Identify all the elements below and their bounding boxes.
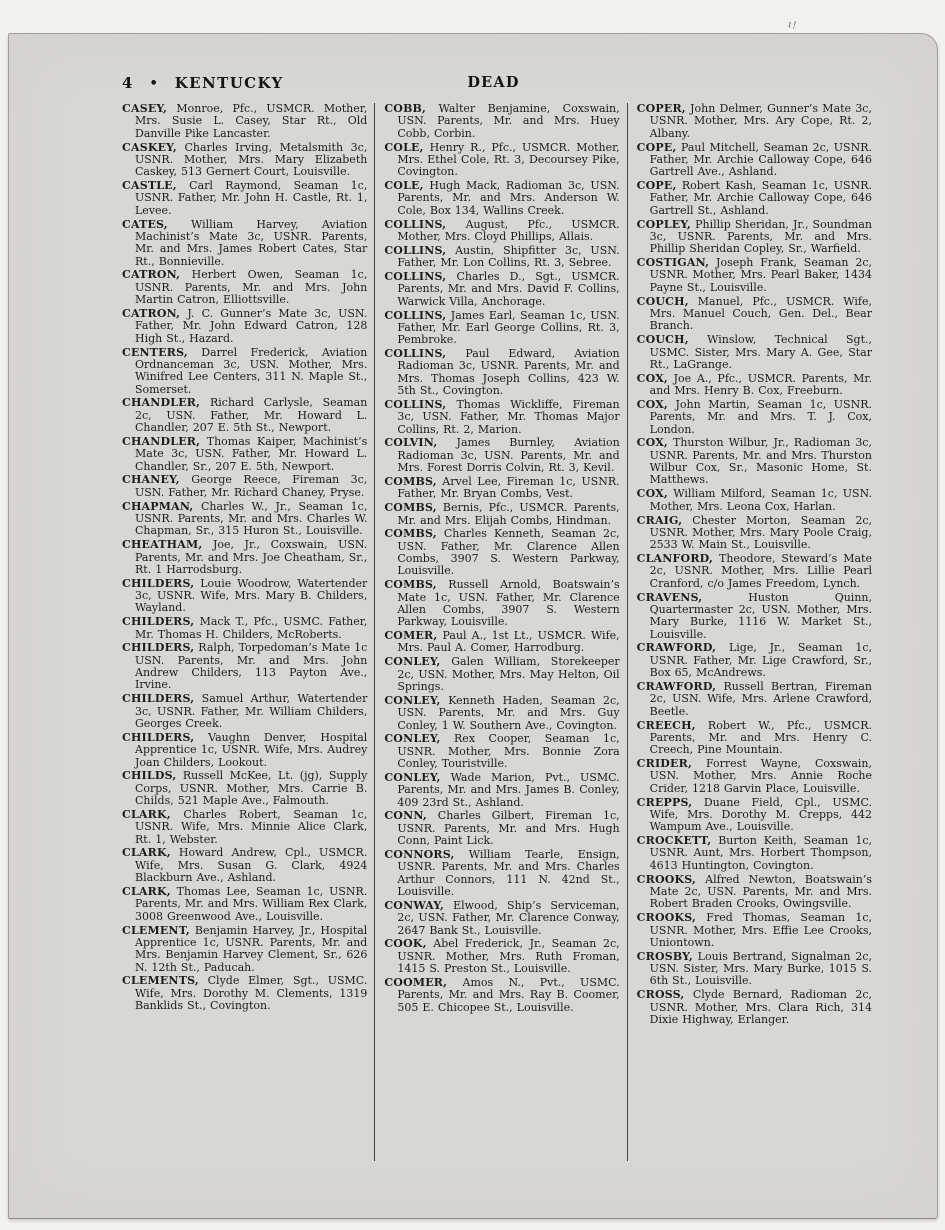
casualty-entry: [122, 770, 367, 807]
casualty-entry: [637, 951, 872, 988]
casualty-entry: [637, 758, 872, 795]
entry-surname: CROSBY,: [636, 949, 693, 963]
casualty-entry: [384, 810, 619, 847]
entry-surname: CREPPS,: [636, 795, 693, 809]
entry-text: Joseph Frank, Seaman 2c, USNR. Mother, Mrs. Pearl Baker, 1434 Payne St., Louisville.: [649, 256, 872, 294]
entry-text: Paul A., 1st Lt., USMCR. Wife, Mrs. Paul A. Comer, Harrodburg.: [397, 629, 620, 655]
entry-surname: CASKEY,: [122, 140, 177, 154]
casualty-entry: [384, 849, 619, 898]
entry-text: Louie Woodrow, Watertender 3c, USNR. Wife, Mrs. Mary B. Childers, Wayland.: [135, 576, 368, 615]
casualty-entry: [122, 436, 367, 473]
entry-surname: CROOKS,: [636, 911, 697, 925]
entry-text: Arvel Lee, Fireman 1c, USNR. Father, Mr. Bryan Combs, Vest.: [397, 474, 620, 501]
entry-surname: CHILDERS,: [122, 730, 195, 744]
entry-text: James Burnley, Aviation Radioman 3c, USN. Parents, Mr. and Mrs. Forest Dorris Colvin, Rt. 3, Kevil.: [397, 436, 620, 475]
entry-surname: COX,: [636, 371, 668, 385]
entry-text: Wade Marion, Pvt., USMC. Parents, Mr. and Mrs. James B. Conley, 409 23rd St., Ashland.: [397, 770, 620, 809]
entry-surname: CENTERS,: [122, 345, 188, 359]
entry-text: Walter Benjamine, Coxswain, USN. Parents, Mr. and Mrs. Huey Cobb, Corbin.: [397, 102, 620, 140]
entry-surname: COMBS,: [384, 578, 437, 592]
casualty-entry: [384, 310, 619, 347]
casualty-entry: [384, 437, 619, 474]
entry-text: Rex Cooper, Seaman 1c, USNR. Mother, Mrs. Bonnie Zora Conley, Touristville.: [397, 732, 620, 771]
casualty-entry: [384, 502, 619, 527]
entry-text: Elwood, Ship’s Serviceman, 2c, USN. Father, Mr. Clarence Conway, 2647 Bank St., Louisville.: [397, 898, 620, 937]
entry-text: Hugh Mack, Radioman 3c, USN. Parents, Mr. and Mrs. Anderson W. Cole, Box 134, Wallins Creek.: [397, 179, 620, 217]
entry-surname: CLEMENT,: [122, 923, 190, 937]
entry-text: Forrest Wayne, Coxswain, USN. Mother, Mrs. Annie Roche Crider, 1218 Garvin Place, Louisville.: [649, 757, 872, 795]
entry-surname: COLLINS,: [384, 243, 447, 257]
entry-text: Chester Morton, Seaman 2c, USNR. Mother, Mrs. Mary Poole Craig, 2533 W. Main St., Louisville.: [649, 513, 872, 552]
entry-text: Thomas Wickliffe, Fireman 3c, USN. Father, Mr. Thomas Major Collins, Rt. 2, Marion.: [397, 397, 620, 436]
entry-text: Joe A., Pfc., USMCR. Parents, Mr. and Mrs. Henry B. Cox, Freeburn.: [649, 371, 872, 398]
entry-surname: CLEMENTS,: [122, 974, 199, 988]
entry-surname: COBB,: [384, 102, 427, 115]
entry-surname: CATRON,: [122, 268, 181, 282]
casualty-entry: [637, 797, 872, 834]
entry-surname: COOMER,: [384, 975, 448, 989]
casualty-entry: [122, 693, 367, 730]
casualty-entry: [637, 103, 872, 140]
casualty-entry: [122, 732, 367, 769]
casualty-entry: [122, 219, 367, 268]
entry-text: Huston Quinn, Quartermaster 2c, USN. Mother, Mrs. Mary Burke, 1116 W. Market St., Louisville.: [649, 590, 872, 641]
column-2: [374, 103, 626, 1161]
page-header-right: [627, 74, 879, 94]
entry-text: George Reece, Fireman 3c, USN. Father, Mr. Richard Chaney, Pryse.: [135, 473, 368, 499]
entry-surname: COLLINS,: [384, 217, 447, 231]
section-title: DEAD: [467, 74, 520, 91]
entry-text: Louis Bertrand, Signalman 2c, USN. Sister, Mrs. Mary Burke, 1015 S. 6th St., Louisville.: [649, 949, 872, 988]
entry-text: Clyde Bernard, Radioman 2c, USNR. Mother, Mrs. Clara Rich, 314 Dixie Highway, Erlanger.: [649, 988, 872, 1026]
entry-text: Vaughn Denver, Hospital Apprentice 1c, USNR. Wife, Mrs. Audrey Joan Childers, Lookout.: [135, 730, 368, 769]
entry-surname: COPER,: [636, 102, 686, 115]
entry-surname: CRAIG,: [636, 513, 683, 527]
casualty-entry: [122, 886, 367, 923]
casualty-entry: [122, 539, 367, 576]
casualty-entry: [384, 476, 619, 501]
entry-text: Amos N., Pvt., USMC. Parents, Mr. and Mrs. Ray B. Coomer, 505 E. Chicopee St., Louisville.: [397, 975, 620, 1014]
casualty-entry: [122, 474, 367, 499]
entry-surname: CHILDERS,: [122, 615, 195, 629]
casualty-entry: [637, 835, 872, 872]
entry-surname: CATES,: [122, 217, 168, 231]
entry-text: Mack T., Pfc., USMC. Father, Mr. Thomas H. Childers, McRoberts.: [135, 615, 368, 641]
casualty-entry: [384, 900, 619, 937]
entry-surname: COPE,: [636, 140, 677, 154]
entry-surname: COPLEY,: [636, 217, 692, 231]
entry-text: Henry R., Pfc., USMCR. Mother, Mrs. Ethel Cole, Rt. 3, Decoursey Pike, Covington.: [397, 140, 620, 179]
entry-surname: CREECH,: [636, 718, 696, 732]
entry-text: John Martin, Seaman 1c, USNR. Parents, Mr. and Mrs. T. J. Cox, London.: [649, 397, 872, 436]
casualty-entry: [384, 695, 619, 732]
entry-text: Darrel Frederick, Aviation Ordnanceman 3c, USN. Mother, Mrs. Winifred Lee Centers, 311 N. Maple St., Somerset.: [135, 345, 368, 396]
entry-text: Clyde Elmer, Sgt., USMC. Wife, Mrs. Dorothy M. Clements, 1319 Banklids St., Covington.: [135, 974, 368, 1013]
entry-text: Monroe, Pfc., USMCR. Mother, Mrs. Susie L. Casey, Star Rt., Old Danville Pike Lancaster.: [135, 102, 368, 140]
casualty-entry: [122, 578, 367, 615]
casualty-entry: [384, 938, 619, 975]
column-1: [122, 103, 374, 1161]
entry-text: William Milford, Seaman 1c, USN. Mother, Mrs. Leona Cox, Harlan.: [649, 487, 872, 513]
casualty-entry: [637, 989, 872, 1026]
casualty-entry: [384, 528, 619, 577]
casualty-entry: [384, 656, 619, 693]
casualty-entry: [637, 720, 872, 757]
casualty-entry: [384, 348, 619, 397]
entry-surname: CHILDERS,: [122, 641, 195, 655]
casualty-entry: [122, 809, 367, 846]
casualty-entry: [637, 257, 872, 294]
casualty-entry: [384, 103, 619, 140]
entry-surname: COMER,: [384, 629, 438, 643]
entry-surname: CHILDS,: [122, 769, 177, 783]
casualty-entry: [122, 642, 367, 691]
casualty-entry: [384, 219, 619, 244]
entry-text: Charles Kenneth, Seaman 2c, USN. Father, Mr. Clarence Allen Combs, 3907 S. Western Parkway, Louisville.: [397, 527, 620, 578]
entry-surname: CONLEY,: [384, 693, 441, 707]
scan-artifact-mark: ı!: [786, 19, 799, 32]
entry-surname: CHANDLER,: [122, 434, 201, 448]
entry-text: Thomas Kaiper, Machinist’s Mate 3c, USN. Father, Mr. Howard L. Chandler, Sr., 207 E. 5th, Newport.: [135, 434, 368, 473]
casualty-entry: [384, 733, 619, 770]
casualty-entry: [637, 488, 872, 513]
entry-surname: CRAWFORD,: [636, 679, 717, 693]
entry-surname: COLLINS,: [384, 269, 447, 283]
entry-text: John Delmer, Gunner’s Mate 3c, USNR. Mother, Mrs. Ary Cope, Rt. 2, Albany.: [649, 102, 872, 140]
entry-text: Herbert Owen, Seaman 1c, USNR. Parents, Mr. and Mrs. John Martin Catron, Elliottsville.: [135, 268, 368, 307]
entry-surname: CHILDERS,: [122, 692, 195, 706]
casualty-entry: [122, 308, 367, 345]
casualty-entry: [637, 642, 872, 679]
entry-surname: COOK,: [384, 937, 427, 951]
casualty-entry: [122, 269, 367, 306]
entry-surname: COSTIGAN,: [636, 256, 710, 270]
entry-text: August, Pfc., USMCR. Mother, Mrs. Cloyd Phillips, Allais.: [397, 217, 620, 243]
entry-text: Galen William, Storekeeper 2c, USN. Mother, Mrs. May Helton, Oil Springs.: [397, 655, 620, 693]
entry-text: J. C. Gunner’s Mate 3c, USN. Father, Mr. John Edward Catron, 128 High St., Hazard.: [135, 307, 368, 345]
entry-text: Burton Keith, Seaman 1c, USNR. Aunt, Mrs. Horbert Thompson, 4613 Huntington, Covington.: [649, 834, 872, 872]
entry-surname: COX,: [636, 436, 668, 450]
entry-surname: CONLEY,: [384, 655, 441, 669]
casualty-entry: [122, 142, 367, 179]
entry-surname: COMBS,: [384, 501, 437, 515]
entry-surname: COLLINS,: [384, 397, 447, 411]
entry-text: Alfred Newton, Boatswain’s Mate 2c, USN. Parents, Mr. and Mrs. Robert Braden Crooks, Owingsville.: [649, 872, 872, 911]
casualty-entry: [637, 874, 872, 911]
entry-surname: CONWAY,: [384, 898, 445, 912]
entry-text: Austin, Shipfitter 3c, USN. Father, Mr. Lon Collins, Rt. 3, Sebree.: [397, 243, 620, 270]
entry-surname: CRAWFORD,: [636, 641, 717, 655]
entry-columns: [122, 103, 879, 1161]
casualty-entry: [637, 142, 872, 179]
casualty-entry: [637, 180, 872, 217]
entry-text: Phillip Sheridan, Jr., Soundman 3c, USNR. Parents, Mr. and Mrs. Phillip Sheridan Copley, Sr., Warfield.: [649, 217, 872, 256]
entry-text: Bernis, Pfc., USMCR. Parents, Mr. and Mrs. Elijah Combs, Hindman.: [397, 501, 620, 527]
entry-text: Robert W., Pfc., USMCR. Parents, Mr. and Mrs. Henry C. Creech, Pine Mountain.: [649, 718, 872, 757]
entry-surname: CONN,: [384, 809, 427, 823]
entry-surname: CLARK,: [122, 807, 171, 821]
page-header-left: [122, 74, 374, 94]
casualty-entry: [637, 681, 872, 718]
casualty-entry: [384, 142, 619, 179]
scanned-page: [8, 19, 938, 1219]
entry-surname: CRAVENS,: [636, 590, 703, 604]
entry-surname: COX,: [636, 487, 668, 501]
casualty-entry: [384, 579, 619, 628]
casualty-entry: [384, 977, 619, 1014]
entry-text: Duane Field, Cpl., USMC. Wife, Mrs. Dorothy M. Crepps, 442 Wampum Ave., Louisville.: [649, 795, 872, 834]
bullet-icon: •: [149, 76, 158, 91]
entry-text: William Harvey, Aviation Machinist’s Mate 3c, USNR. Parents, Mr. and Mrs. James Robert Cates, Star Rt., Bonnieville.: [135, 217, 368, 268]
entry-text: Lige, Jr., Seaman 1c, USNR. Father, Mr. Lige Crawford, Sr., Box 65, McAndrews.: [649, 641, 872, 680]
entry-surname: CLARK,: [122, 846, 171, 860]
entry-text: Charles W., Jr., Seaman 1c, USNR. Parents, Mr. and Mrs. Charles W. Chapman, Sr., 315 Huron St., Louisville.: [135, 499, 368, 538]
casualty-entry: [122, 975, 367, 1012]
entry-surname: CONNORS,: [384, 847, 455, 861]
entry-surname: COUCH,: [636, 333, 689, 347]
casualty-entry: [122, 180, 367, 217]
entry-surname: COMBS,: [384, 474, 437, 488]
casualty-entry: [637, 334, 872, 371]
entry-text: Charles D., Sgt., USMCR. Parents, Mr. and Mrs. David F. Collins, Warwick Villa, Anchorage.: [397, 269, 620, 308]
entry-text: Theodore, Steward’s Mate 2c, USNR. Mother, Mrs. Lillie Pearl Cranford, c/o James Freedom, Lynch.: [649, 552, 872, 590]
entry-surname: CONLEY,: [384, 732, 441, 746]
entry-text: Winslow, Technical Sgt., USMC. Sister, Mrs. Mary A. Gee, Star Rt., LaGrange.: [649, 333, 872, 371]
entry-surname: CHILDERS,: [122, 576, 195, 590]
entry-surname: CROSS,: [636, 988, 685, 1002]
entry-text: Charles Irving, Metalsmith 3c, USNR. Mother, Mrs. Mary Elizabeth Caskey, 513 Gernert Court, Louisville.: [135, 140, 368, 179]
casualty-entry: [637, 296, 872, 333]
entry-text: Robert Kash, Seaman 1c, USNR. Father, Mr. Archie Calloway Cope, 646 Gartrell St., Ashland.: [649, 179, 872, 217]
casualty-entry: [637, 219, 872, 256]
casualty-entry: [122, 925, 367, 974]
casualty-entry: [122, 847, 367, 884]
casualty-entry: [122, 347, 367, 396]
entry-text: Joe, Jr., Coxswain, USN. Parents, Mr. and Mrs. Joe Cheatham, Sr., Rt. 1 Harrodsburg.: [135, 538, 368, 576]
entry-surname: CLANFORD,: [636, 552, 714, 566]
casualty-entry: [637, 592, 872, 641]
entry-text: Russell Arnold, Boatswain’s Mate 1c, USN. Father, Mr. Clarence Allen Combs, 3907 S. Western Parkway, Louisville.: [397, 578, 620, 629]
entry-text: Manuel, Pfc., USMCR. Wife, Mrs. Manuel Couch, Gen. Del., Bear Branch.: [649, 294, 872, 333]
entry-surname: CONLEY,: [384, 770, 441, 784]
entry-text: Richard Carlysle, Seaman 2c, USN. Father, Mr. Howard L. Chandler, 207 E. 5th St., Newport.: [135, 396, 368, 435]
casualty-entry: [384, 245, 619, 270]
entry-text: William Tearle, Ensign, USNR. Parents, Mr. and Mrs. Charles Arthur Connors, 111 N. 42nd St., Louisville.: [397, 847, 620, 898]
casualty-entry: [122, 103, 367, 140]
casualty-entry: [637, 373, 872, 398]
casualty-entry: [122, 397, 367, 434]
entry-surname: CHANDLER,: [122, 396, 201, 410]
casualty-entry: [122, 616, 367, 641]
entry-text: Charles Robert, Seaman 1c, USNR. Wife, Mrs. Minnie Alice Clark, Rt. 1, Webster.: [135, 807, 368, 846]
entry-text: Fred Thomas, Seaman 1c, USNR. Mother, Mrs. Effie Lee Crooks, Uniontown.: [649, 911, 872, 949]
entry-text: Russell McKee, Lt. (jg), Supply Corps, USNR. Mother, Mrs. Carrie B. Childs, 521 Maple Ave., Falmouth.: [135, 769, 368, 808]
entry-text: James Earl, Seaman 1c, USN. Father, Mr. Earl George Collins, Rt. 3, Pembroke.: [397, 308, 620, 347]
page-content: [122, 74, 879, 1161]
entry-surname: COMBS,: [384, 527, 437, 541]
entry-surname: CATRON,: [122, 307, 181, 320]
entry-surname: CRIDER,: [636, 757, 692, 771]
entry-surname: COLVIN,: [384, 436, 438, 450]
entry-surname: COLLINS,: [384, 347, 447, 361]
entry-text: Russell Bertran, Fireman 2c, USN. Wife, Mrs. Arlene Crawford, Beetle.: [649, 679, 872, 718]
casualty-entry: [384, 630, 619, 655]
entry-text: Charles Gilbert, Fireman 1c, USNR. Parents, Mr. and Mrs. Hugh Conn, Paint Lick.: [397, 809, 620, 848]
casualty-entry: [122, 501, 367, 538]
entry-surname: CLARK,: [122, 884, 171, 898]
entry-text: Abel Frederick, Jr., Seaman 2c, USNR. Mother, Mrs. Ruth Froman, 1415 S. Preston St., Louisville.: [397, 937, 620, 976]
entry-text: Samuel Arthur, Watertender 3c, USNR. Father, Mr. William Childers, Georges Creek.: [135, 692, 368, 730]
page-number: 4: [122, 74, 133, 92]
column-3: [627, 103, 879, 1161]
entry-surname: CASEY,: [122, 102, 168, 115]
entry-text: Thurston Wilbur, Jr., Radioman 3c, USNR. Parents, Mr. and Mrs. Thurston Wilbur Cox, Sr., Masonic Home, St. Matthews.: [649, 436, 872, 487]
entry-surname: CROCKETT,: [636, 834, 712, 848]
casualty-entry: [384, 180, 619, 217]
entry-text: Benjamin Harvey, Jr., Hospital Apprentice 1c, USNR. Parents, Mr. and Mrs. Benjamin Harvey Clement, Sr., 626 N. 12th St., Paducah.: [135, 923, 368, 974]
entry-text: Thomas Lee, Seaman 1c, USNR. Parents, Mr. and Mrs. William Rex Clark, 3008 Greenwood Ave., Louisville.: [135, 884, 368, 923]
entry-text: Kenneth Haden, Seaman 2c, USN. Parents, Mr. and Mrs. Guy Conley, 1 W. Southern Ave., Covington.: [397, 693, 620, 732]
entry-surname: CHEATHAM,: [122, 538, 203, 552]
casualty-entry: [637, 912, 872, 949]
entry-text: Ralph, Torpedoman’s Mate 1c USN. Parents, Mr. and Mrs. John Andrew Childers, 113 Payton Ave., Irvine.: [135, 641, 368, 692]
entry-surname: CROOKS,: [636, 872, 697, 886]
entry-surname: COPE,: [636, 179, 677, 193]
entry-text: Paul Edward, Aviation Radioman 3c, USNR. Parents, Mr. and Mrs. Thomas Joseph Collins, 423 W. 5th St., Covington.: [397, 347, 620, 398]
entry-text: Howard Andrew, Cpl., USMCR. Wife, Mrs. Susan G. Clark, 4924 Blackburn Ave., Ashland.: [135, 846, 368, 885]
casualty-entry: [637, 553, 872, 590]
casualty-entry: [384, 399, 619, 436]
entry-text: Paul Mitchell, Seaman 2c, USNR. Father, Mr. Archie Calloway Cope, 646 Gartrell Ave., Ashland.: [649, 140, 872, 179]
entry-surname: CHANEY,: [122, 473, 180, 487]
entry-text: Carl Raymond, Seaman 1c, USNR. Father, Mr. John H. Castle, Rt. 1, Levee.: [135, 179, 368, 217]
entry-surname: COX,: [636, 397, 668, 411]
entry-surname: COLLINS,: [384, 308, 447, 322]
entry-surname: COLE,: [384, 140, 424, 154]
entry-surname: CHAPMAN,: [122, 499, 194, 513]
casualty-entry: [637, 437, 872, 486]
casualty-entry: [384, 271, 619, 308]
entry-surname: COLE,: [384, 179, 424, 193]
casualty-entry: [384, 772, 619, 809]
state-title: KENTUCKY: [174, 74, 284, 92]
casualty-entry: [637, 399, 872, 436]
entry-surname: COUCH,: [636, 294, 689, 308]
page-header: [122, 74, 879, 94]
casualty-entry: [637, 515, 872, 552]
entry-surname: CASTLE,: [122, 179, 177, 193]
